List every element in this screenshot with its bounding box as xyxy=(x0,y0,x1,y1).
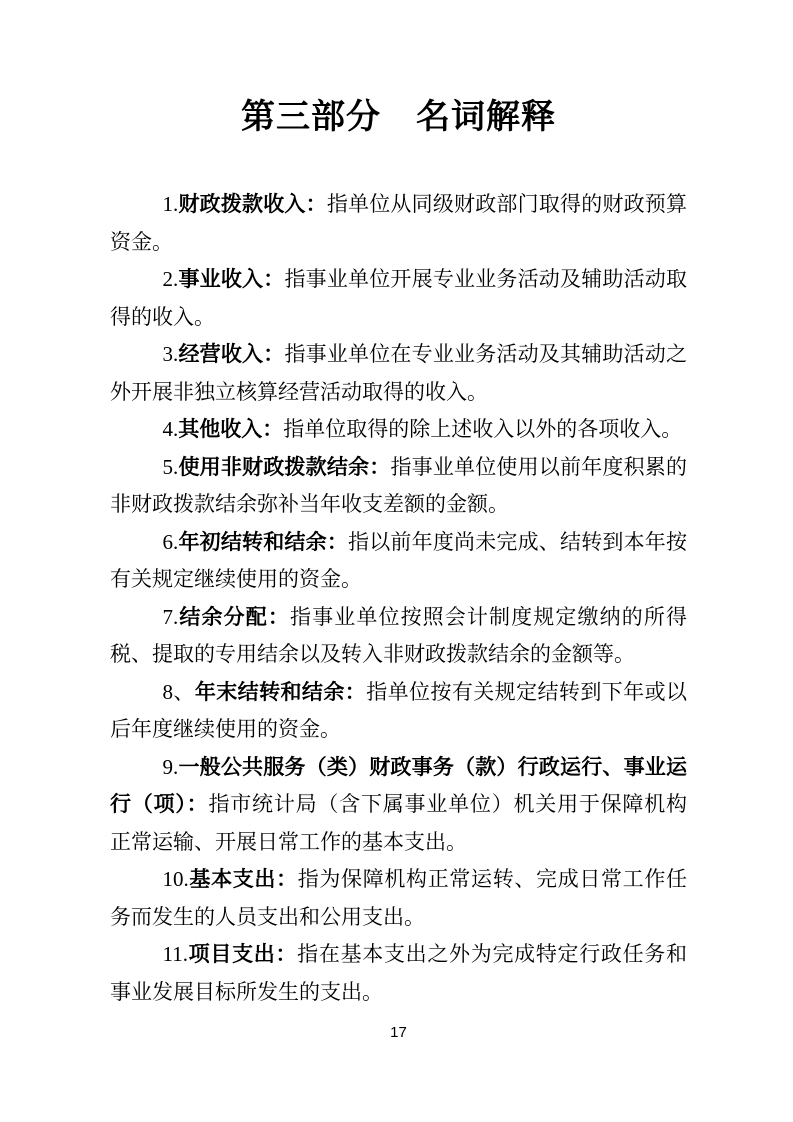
page-number: 17 xyxy=(390,1024,407,1041)
term-definition-paragraph xyxy=(110,336,687,411)
term-definition-paragraph xyxy=(110,261,687,336)
term-definition-text: 指在基本支出之外为完成特定行政任务和事业发展目标所发生的支出。 xyxy=(110,942,688,1004)
term-definition-text: 指市统计局（含下属事业单位）机关用于保障机构正常运输、开展日常工作的基本支出。 xyxy=(110,792,688,854)
term-definition-text: 指单位按有关规定结转到下年或以后年度继续使用的资金。 xyxy=(110,679,688,741)
term-name: 结余分配： xyxy=(178,605,290,629)
term-number: 9. xyxy=(162,754,179,779)
term-definition-paragraph xyxy=(110,599,687,674)
term-name: 一般公共服务（类）财政事务（款）行政运行、事业运行（项）： xyxy=(110,755,687,816)
term-number: 7. xyxy=(162,604,179,629)
term-name: 事业收入： xyxy=(178,268,285,291)
term-number: 3. xyxy=(162,342,179,366)
term-number: 1. xyxy=(162,192,179,216)
term-definition-paragraph xyxy=(110,524,687,599)
term-number: 5. xyxy=(162,454,179,479)
term-definition-text: 指事业单位使用以前年度积累的非财政拨款结余弥补当年收支差额的金额。 xyxy=(110,454,688,516)
term-number: 10. xyxy=(162,867,189,891)
page-title: 第三部分 名词解释 xyxy=(241,99,556,136)
term-definition-paragraph xyxy=(110,186,687,261)
terms-list xyxy=(110,186,687,1011)
term-name: 财政拨款收入： xyxy=(178,193,327,216)
term-definition-paragraph xyxy=(110,674,687,749)
term-name: 使用非财政拨款结余： xyxy=(178,455,391,479)
term-name: 经营收入： xyxy=(178,343,285,366)
term-name: 项目支出： xyxy=(187,943,298,966)
term-number: 8、 xyxy=(162,679,195,704)
term-definition-text: 指事业单位开展专业业务活动及辅助活动取得的收入。 xyxy=(110,267,687,329)
term-definition-paragraph xyxy=(110,411,687,449)
term-name: 其他收入： xyxy=(178,418,284,441)
term-definition-text: 指为保障机构正常运转、完成日常工作任务而发生的人员支出和公用支出。 xyxy=(110,867,688,929)
term-name: 年初结转和结余： xyxy=(178,530,349,554)
term-definition-text: 指事业单位在专业业务活动及其辅助活动之外开展非独立核算经营活动取得的收入。 xyxy=(110,342,687,404)
term-name: 年末结转和结余： xyxy=(194,680,367,704)
term-number: 2. xyxy=(162,267,179,291)
term-definition-paragraph xyxy=(110,749,687,862)
term-definition-paragraph xyxy=(110,449,687,524)
term-definition-paragraph xyxy=(110,936,687,1011)
term-definition-text: 指单位取得的除上述收入以外的各项收入。 xyxy=(283,417,683,441)
term-definition-paragraph xyxy=(110,861,687,936)
term-number: 6. xyxy=(162,529,179,554)
term-definition-text: 指以前年度尚未完成、结转到本年按有关规定继续使用的资金。 xyxy=(110,529,687,591)
term-definition-text: 指单位从同级财政部门取得的财政预算资金。 xyxy=(110,192,688,254)
term-name: 基本支出： xyxy=(188,868,298,891)
term-number: 11. xyxy=(162,942,188,966)
term-definition-text: 指事业单位按照会计制度规定缴纳的所得税、提取的专用结余以及转入非财政拨款结余的金额等。 xyxy=(110,604,687,666)
term-number: 4. xyxy=(162,417,179,441)
